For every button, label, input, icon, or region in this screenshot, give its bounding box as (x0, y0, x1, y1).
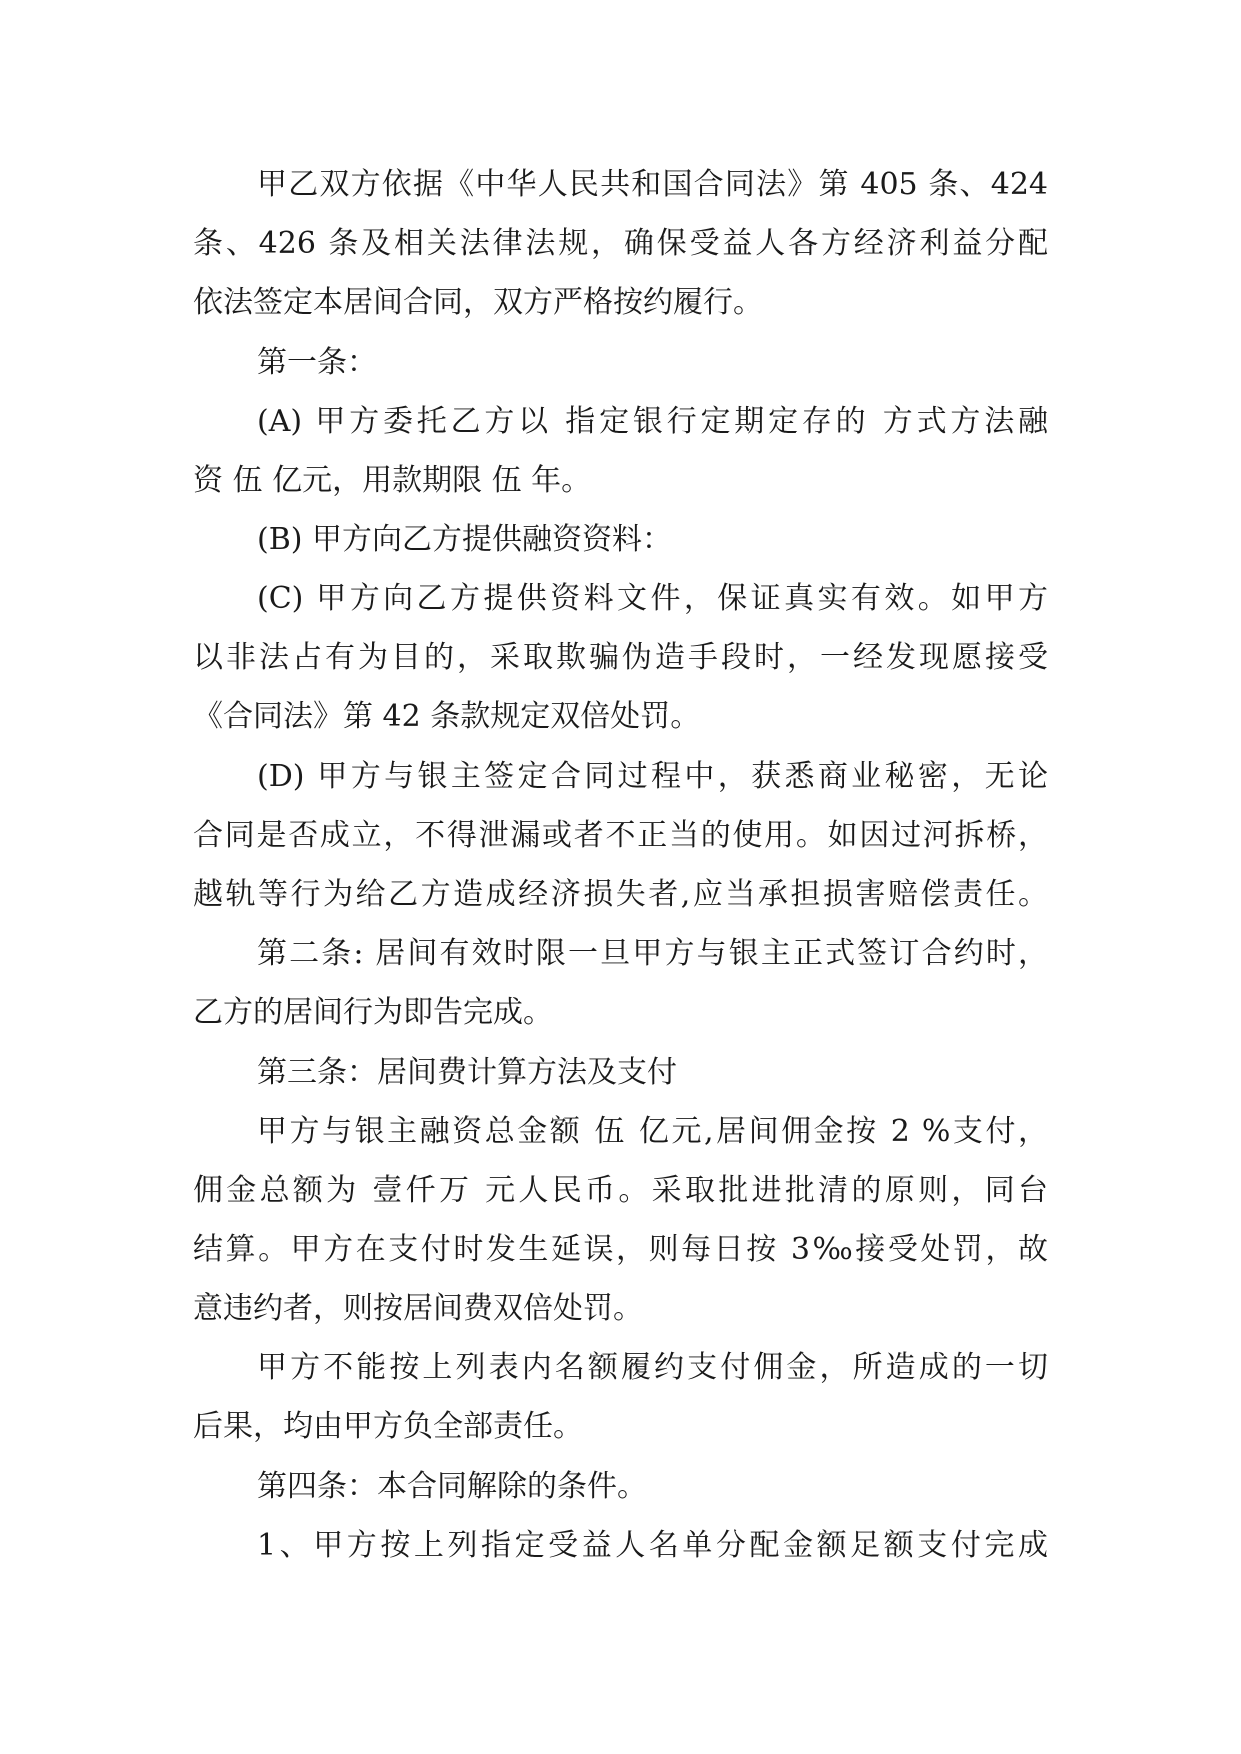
article-3-para-1-line-1: 甲方与银主融资总金额 伍 亿元,居间佣金按 2 %支付， (257, 1114, 1048, 1149)
article-2-line-2: 乙方的居间行为即告完成。 (193, 995, 553, 1030)
clause-d-line-1: (D) 甲方与银主签定合同过程中，获悉商业秘密，无论 (257, 759, 1048, 794)
article-3-para-1-line-4: 意违约者，则按居间费双倍处罚。 (193, 1291, 643, 1326)
article-3-para-1-line-2: 佣金总额为 壹仟万 元人民币。采取批进批清的原则，同台 (193, 1173, 1048, 1208)
clause-c-line-2: 以非法占有为目的，采取欺骗伪造手段时，一经发现愿接受 (193, 640, 1048, 675)
paragraph-intro-line-2: 条、426 条及相关法律法规，确保受益人各方经济利益分配 (193, 226, 1048, 261)
clause-a-line-2: 资 伍 亿元，用款期限 伍 年。 (193, 463, 592, 498)
article-1-heading: 第一条： (257, 345, 377, 380)
paragraph-intro-line-1: 甲乙双方依据《中华人民共和国合同法》第 405 条、424 (257, 167, 1048, 202)
article-2-line-1: 第二条: 居间有效时限一旦甲方与银主正式签订合约时， (257, 936, 1048, 971)
article-4-item-1-line-1: 1、甲方按上列指定受益人名单分配金额足额支付完成 (257, 1528, 1048, 1563)
paragraph-intro-line-3: 依法签定本居间合同，双方严格按约履行。 (193, 285, 763, 320)
article-3-para-2-line-2: 后果，均由甲方负全部责任。 (193, 1409, 583, 1444)
clause-d-line-2: 合同是否成立，不得泄漏或者不正当的使用。如因过河拆桥， (193, 818, 1048, 853)
article-4-heading: 第四条：本合同解除的条件。 (257, 1469, 647, 1504)
article-3-heading: 第三条：居间费计算方法及支付 (257, 1055, 677, 1090)
clause-d-line-3: 越轨等行为给乙方造成经济损失者,应当承担损害赔偿责任。 (193, 877, 1048, 912)
article-3-para-1-line-3: 结算。甲方在支付时发生延误，则每日按 3‰接受处罚，故 (193, 1232, 1048, 1267)
clause-b-line-1: (B) 甲方向乙方提供融资资料： (257, 522, 672, 557)
article-3-para-2-line-1: 甲方不能按上列表内名额履约支付佣金，所造成的一切 (257, 1350, 1048, 1385)
clause-c-line-3: 《合同法》第 42 条款规定双倍处罚。 (193, 699, 701, 734)
clause-c-line-1: (C) 甲方向乙方提供资料文件，保证真实有效。如甲方 (257, 581, 1048, 616)
clause-a-line-1: (A) 甲方委托乙方以 指定银行定期定存的 方式方法融 (257, 404, 1048, 439)
